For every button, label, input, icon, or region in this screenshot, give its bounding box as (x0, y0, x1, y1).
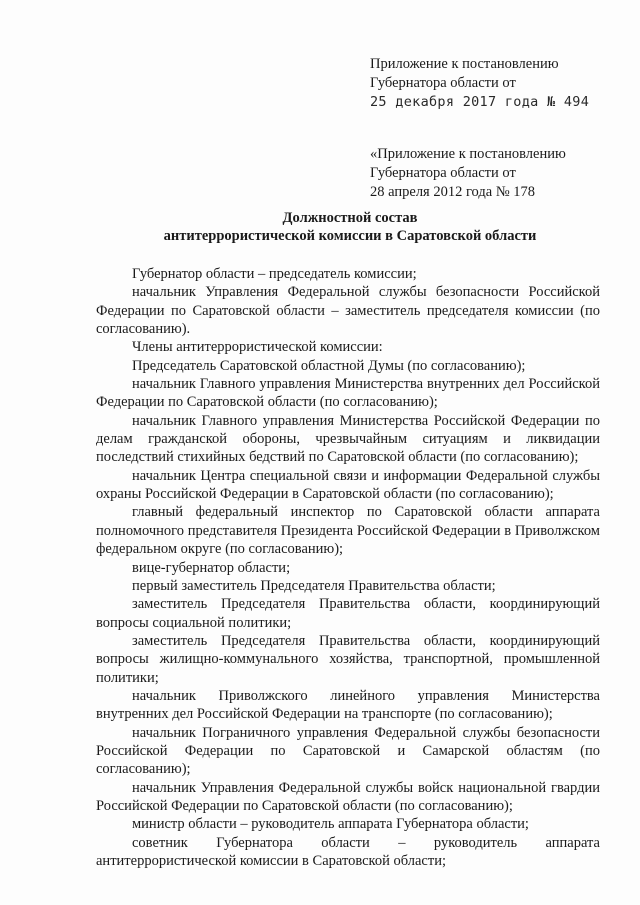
document-title (96, 209, 604, 245)
list-item: начальник Центра специальной связи и информации Федеральной службы охраны Российской Федерации в Саратовской области (по согласованию); (96, 467, 600, 503)
list-item: советник Губернатора области – руководитель аппарата антитеррористической комиссии в Саратовской области; (96, 834, 600, 869)
title-line: Должностной состав (282, 210, 418, 226)
list-item: первый заместитель Председателя Правительства области; (132, 577, 496, 594)
list-item: вице-губернатор области; (132, 559, 291, 576)
appendix-header-line: 28 апреля 2012 года № 178 (370, 184, 536, 200)
list-item: начальник Управления Федеральной службы войск национальной гвардии Российской Федерации по Саратовской области (по согласованию); (96, 779, 600, 814)
list-item: Члены антитеррористической комиссии: (132, 339, 383, 356)
appendix-header-current (370, 55, 620, 112)
title-line: антитеррористической комиссии в Саратовской области (163, 228, 537, 244)
list-item: Председатель Саратовской областной Думы (по согласованию); (132, 357, 526, 374)
list-item: начальник Главного управления Министерства внутренних дел Российской Федерации по Саратовской области (по согласованию); (96, 376, 600, 411)
list-item: начальник Приволжского линейного управления Министерства внутренних дел Российской Федерации на транспорте (по согласованию); (96, 687, 600, 723)
appendix-header-line: Губернатора области от (370, 75, 516, 91)
list-item: министр области – руководитель аппарата Губернатора области; (132, 816, 529, 833)
list-item: начальник Управления Федеральной службы безопасности Российской Федерации по Саратовской области – заместитель председателя комиссии (по согласованию). (96, 284, 600, 338)
list-item: заместитель Председателя Правительства области, координирующий вопросы социальной политики; (96, 596, 600, 631)
list-item: Губернатор области – председатель комиссии; (132, 266, 417, 282)
appendix-header-line: Губернатора области от (370, 165, 516, 181)
appendix-header-line: Приложение к постановлению (370, 56, 559, 72)
list-item: заместитель Председателя Правительства области, координирующий вопросы жилищно-коммунального хозяйства, транспортной, промышленной политики; (96, 632, 600, 686)
commission-composition-list (96, 265, 600, 870)
appendix-header-line: «Приложение к постановлению (370, 146, 566, 162)
list-item: главный федеральный инспектор по Саратовской области аппарата полномочного представителя Президента Российской Федерации в Приволжском федеральном округе (по согласованию); (96, 504, 600, 558)
list-item: начальник Главного управления Министерства Российской Федерации по делам гражданской обороны, чрезвычайным ситуациям и ликвидации последствий стихийных бедствий по Саратовской области (по согласованию); (96, 412, 600, 466)
appendix-header-previous (370, 145, 620, 202)
decree-date-stamp: 25 декабря 2017 года № 494 (370, 94, 590, 110)
list-item: начальник Пограничного управления Федеральной службы безопасности Российской Федерации по Саратовской и Самарской областям (по согласованию); (96, 724, 600, 778)
